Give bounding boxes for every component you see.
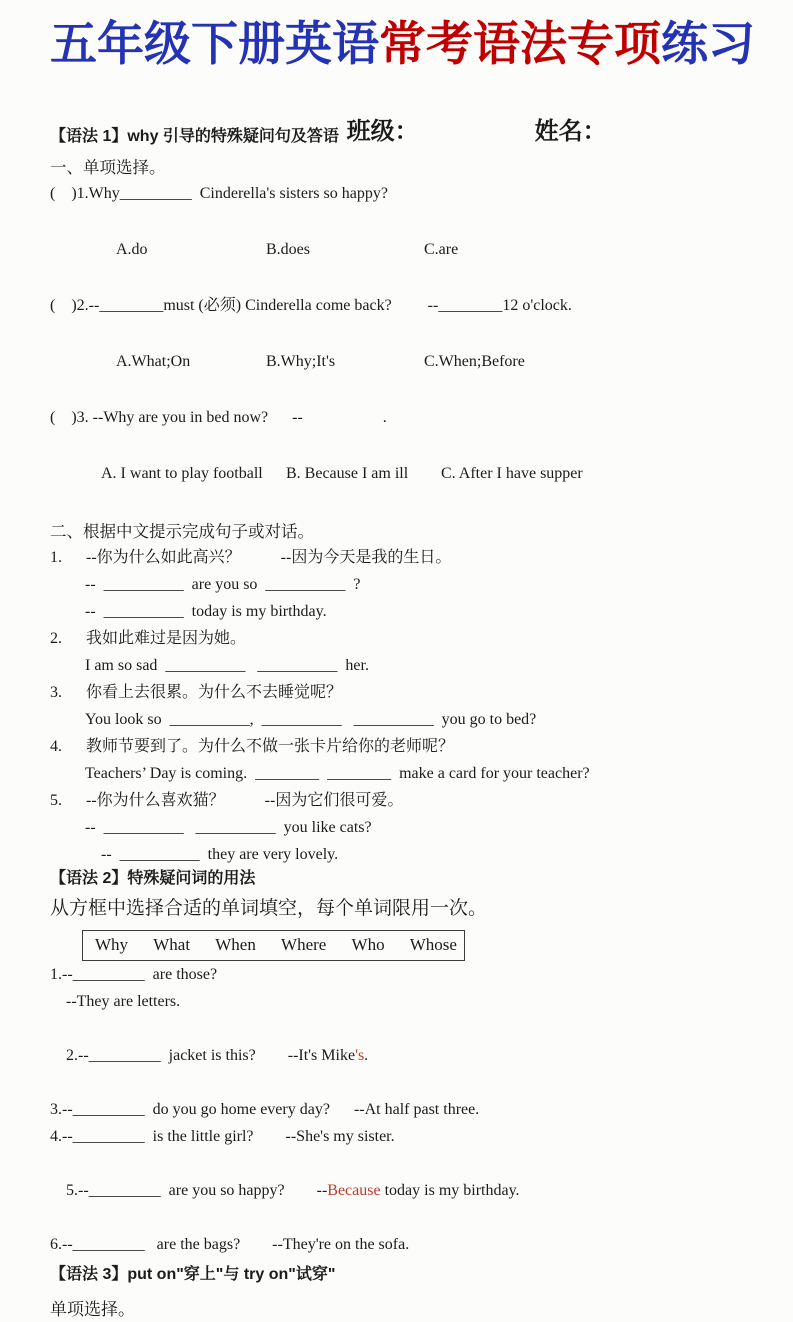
mcq-question-1-stem: ( )1.Why_________ Cinderella's sisters so happy? [50, 185, 388, 202]
fill-item-prompt: 1. --你为什么如此高兴？ --因为今天是我的生日。 [50, 549, 452, 566]
fill-item-4 [50, 733, 753, 787]
option-a: A.do [116, 241, 148, 258]
option-a: A. I want to play football [101, 465, 263, 482]
option-c: C.When;Before [424, 353, 525, 370]
title-part-blue-1: 五年级下册英语 [50, 17, 379, 70]
bank-item-1 [50, 961, 753, 1015]
grammar1-part2-title: 二、根据中文提示完成句子或对话。 [50, 523, 314, 541]
fill-item-answer-line: -- __________ __________ you like cats? [85, 819, 372, 836]
bank-item-2 [50, 1015, 753, 1096]
bank-item-text: . [364, 1047, 369, 1064]
class-label: 班级： [346, 118, 419, 145]
bank-item-text: today is my birthday. [380, 1182, 520, 1199]
bank-item-3: 3.--_________ do you go home every day? --At half past three. [50, 1101, 480, 1118]
mcq-question-3-options [50, 432, 753, 516]
grammar2-instruction: 从方框中选择合适的单词填空，每个单词限用一次。 [50, 898, 488, 919]
name-label: 姓名： [534, 118, 607, 145]
grammar1-heading: 【语法 1】why 引导的特殊疑问句及答语 [50, 128, 339, 145]
option-a: A.What;On [116, 353, 191, 370]
option-c: C. After I have supper [441, 465, 583, 482]
fill-item-answer-line: -- __________ are you so __________ ? [85, 576, 361, 593]
title-part-blue-2: 练习 [661, 17, 755, 70]
bank-item-text: 2.--_________ jacket is this? --It's Mike [66, 1047, 356, 1064]
fill-item-5 [50, 787, 753, 868]
option-b: B.Why;It's [266, 353, 336, 370]
mcq-question-2-stem: ( )2.--________must (必须) Cinderella come back? --________12 o'clock. [50, 297, 572, 314]
bank-item-question: 1.--_________ are those? [50, 966, 218, 983]
mcq-question-1-options [50, 208, 753, 292]
option-c: C.are [424, 241, 459, 258]
fill-item-1 [50, 544, 753, 625]
fill-item-prompt: 3. 你看上去很累。为什么不去睡觉呢？ [50, 684, 343, 701]
mcq-question-3-stem: ( )3. --Why are you in bed now? -- . [50, 409, 387, 426]
grammar2-heading: 【语法 2】特殊疑问词的用法 [50, 870, 256, 887]
fill-item-prompt: 4. 教师节要到了。为什么不做一张卡片给你的老师呢？ [50, 738, 455, 755]
red-answer-text: Because [327, 1182, 381, 1199]
fill-item-3 [50, 679, 753, 733]
red-answer-text: 's [355, 1047, 365, 1064]
bank-item-4: 4.--_________ is the little girl? --She's my sister. [50, 1128, 395, 1145]
grammar3-heading: 【语法 3】put on"穿上"与 try on"试穿" [50, 1266, 336, 1283]
page-title [50, 14, 753, 74]
fill-item-answer-line: You look so __________, __________ __________ you go to bed? [85, 711, 537, 728]
bank-item-text: 5.--_________ are you so happy? -- [66, 1182, 328, 1199]
option-b: B.does [266, 241, 310, 258]
fill-item-answer-line: -- __________ today is my birthday. [85, 603, 327, 620]
fill-item-answer-line: -- __________ they are very lovely. [85, 846, 339, 863]
bank-item-answer: --They are letters. [50, 993, 181, 1010]
bank-item-6: 6.--_________ are the bags? --They're on the sofa. [50, 1236, 410, 1253]
fill-item-answer-line: Teachers’ Day is coming. ________ ________ make a card for your teacher? [85, 765, 590, 782]
option-b: B. Because I am ill [286, 465, 409, 482]
mcq-question-2-options [50, 320, 753, 404]
grammar1-part1-title: 一、单项选择。 [50, 159, 166, 177]
fill-item-prompt: 2. 我如此难过是因为她。 [50, 630, 247, 647]
grammar3-subtitle: 单项选择。 [50, 1300, 135, 1319]
fill-item-2 [50, 625, 753, 679]
fill-item-answer-line: I am so sad __________ __________ her. [85, 657, 369, 674]
fill-item-prompt: 5. --你为什么喜欢猫？ --因为它们很可爱。 [50, 792, 404, 809]
word-bank-box: Why What When Where Who Whose [82, 930, 465, 961]
title-part-red: 常考语法专项 [379, 17, 661, 70]
bank-item-5 [50, 1150, 753, 1231]
